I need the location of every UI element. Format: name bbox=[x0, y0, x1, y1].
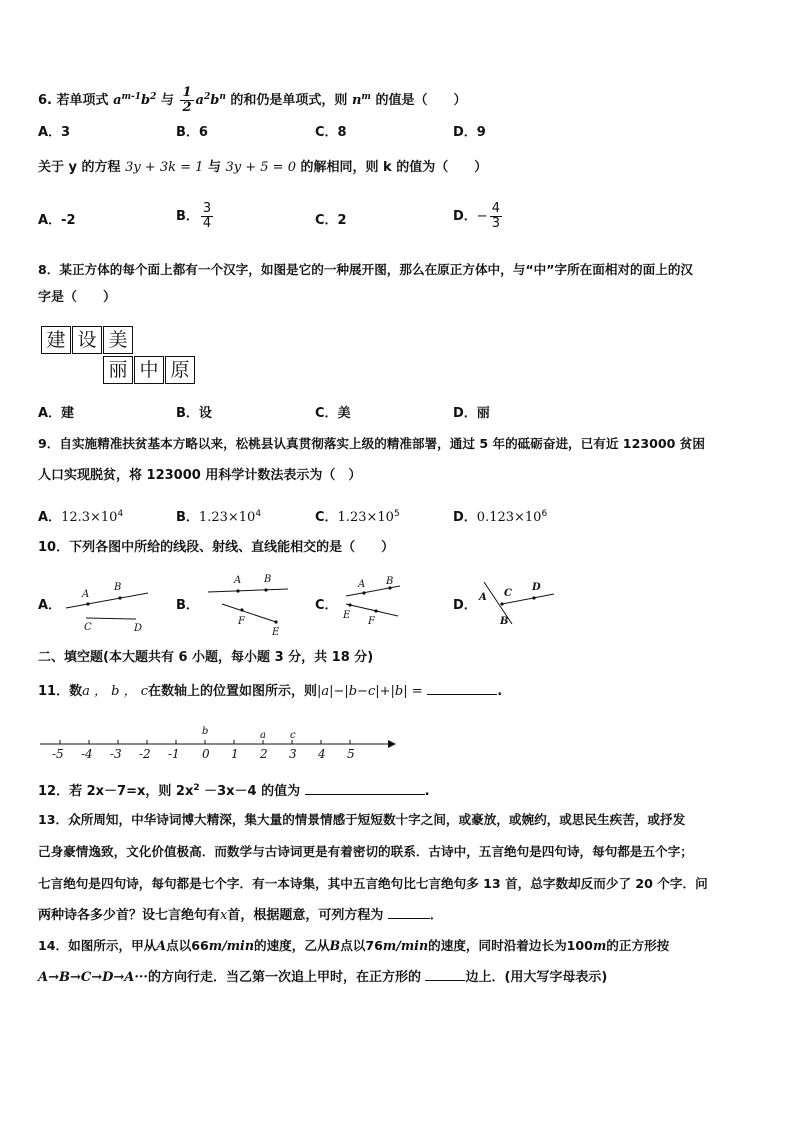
q7-option-b: B． $\frac{3}{4}$ bbox=[176, 201, 212, 231]
figC-label-2: B bbox=[386, 576, 394, 587]
q6-text-4: 的值是（ ） bbox=[375, 93, 467, 108]
q10-figure-b bbox=[204, 572, 296, 638]
question-8-line-1: 8．某正方体的每个面上都有一个汉字，如图是它的一种展开图，那么在原正方体中，与“中”字所在面相对的面上的汉 bbox=[38, 262, 694, 277]
figC-segment-ab bbox=[346, 586, 400, 596]
figA-label-2: B bbox=[114, 582, 122, 593]
figC-line-ef bbox=[346, 604, 398, 616]
question-14-line-2: A→B→C→D→A···的方向行走．当乙第一次追上甲时，在正方形的 边上．(用大写字母表示) bbox=[38, 966, 764, 988]
net-cell-bottom-1: 丽 bbox=[103, 356, 133, 384]
q10-label-d: D． bbox=[453, 598, 477, 613]
number-line-tick-label: 5 bbox=[347, 747, 355, 761]
q10-figure-c bbox=[340, 574, 410, 630]
number-line-tick-label: -3 bbox=[110, 747, 122, 761]
q9-option-d: D．$0.123\times 10^6$ bbox=[453, 509, 548, 525]
question-6 bbox=[38, 86, 764, 115]
q7-option-d: D．− $\frac{4}{3}$ bbox=[453, 201, 500, 231]
number-line-point-b: b bbox=[202, 726, 209, 737]
question-9-line-1: 9．自实施精准扶贫基本方略以来，松桃县认真贯彻落实上级的精准部署，通过 5 年的砥砺奋进，已有近 123000 贫困 bbox=[38, 436, 705, 451]
figB-ray-fe bbox=[222, 604, 276, 622]
question-13-line-2: 己身豪情逸致，文化价值极高．而数学与古诗词更是有着密切的联系．古诗中，五言绝句是四句诗，每句都是五个字； bbox=[38, 844, 693, 859]
q8-option-c: C．美 bbox=[315, 406, 351, 421]
question-13-line-1: 13．众所周知，中华诗词博大精深，集大量的情景情感于短短数十字之间，或豪放，或婉约，或思民生疾苦，或抒发 bbox=[38, 812, 686, 827]
figD-label-3: D bbox=[532, 582, 541, 593]
figD-label-2: C bbox=[504, 588, 512, 599]
figA-label-1: A bbox=[82, 589, 90, 600]
number-line-point-c: c bbox=[290, 730, 296, 741]
number-line-point-a: a bbox=[260, 730, 266, 741]
figA-label-3: C bbox=[84, 622, 92, 633]
figD-label-4: B bbox=[500, 616, 509, 627]
figB-label-2: B bbox=[264, 574, 272, 585]
q12-answer-blank[interactable] bbox=[305, 780, 425, 795]
number-line-tick-label: 4 bbox=[318, 747, 326, 761]
question-8-line-2: 字是（ ） bbox=[38, 290, 117, 305]
q7-text-2: 与 bbox=[207, 160, 221, 175]
number-line-tick-label: 1 bbox=[231, 747, 239, 761]
figB-label-3: F bbox=[238, 616, 245, 627]
q6-text-3: 的和仍是单项式，则 bbox=[230, 93, 348, 108]
figC-label-4: F bbox=[368, 616, 375, 627]
question-13-line-4: 两种诗各多少首？设七言绝句有x首，根据题意，可列方程为 ． bbox=[38, 904, 764, 926]
number-line-tick-label: 0 bbox=[202, 747, 210, 761]
q7-option-c: C．2 bbox=[315, 213, 347, 228]
q6-option-c: C．8 bbox=[315, 125, 347, 140]
q13-answer-blank[interactable] bbox=[388, 904, 430, 919]
number-line bbox=[38, 724, 398, 764]
number-line-tick-label: -4 bbox=[81, 747, 93, 761]
q7-option-a: A．-2 bbox=[38, 213, 76, 228]
q8-option-b: B．设 bbox=[176, 406, 212, 421]
number-line-tick-label: -5 bbox=[52, 747, 64, 761]
figA-line-ab bbox=[66, 593, 148, 608]
figB-label-1: A bbox=[234, 575, 242, 586]
q9-option-b: B．$1.23\times 10^4$ bbox=[176, 509, 262, 525]
figB-label-4: E bbox=[272, 627, 280, 638]
question-9-line-2: 人口实现脱贫，将 123000 用科学计数法表示为（ ） bbox=[38, 468, 362, 483]
q6-expr-1: $a^{m-1}b^2$ bbox=[113, 92, 157, 108]
net-cell-top-3: 美 bbox=[103, 326, 133, 354]
number-line-tick-label: 2 bbox=[260, 747, 268, 761]
question-13-line-3: 七言绝句是四句诗，每句都是七个字．有一本诗集，其中五言绝句比七言绝句多 13 首，总字数却反而少了 20 个字．问 bbox=[38, 876, 708, 891]
q6-option-b: B．6 bbox=[176, 125, 208, 140]
q10-label-b: B． bbox=[176, 598, 199, 613]
number-line-tick-label: -2 bbox=[139, 747, 151, 761]
figA-segment-cd bbox=[86, 618, 136, 619]
q8-option-a: A．建 bbox=[38, 406, 75, 421]
q10-label-c: C． bbox=[315, 598, 338, 613]
question-12: 12．若 2x－7=x，则 $2x^2 -3x-4$ 的值为 . bbox=[38, 778, 764, 802]
question-11: 11．数a ， b ， c在数轴上的位置如图所示，则|a|−|b−c|+|b| = . bbox=[38, 680, 764, 702]
q6-option-d: D．9 bbox=[453, 125, 486, 140]
net-cell-top-1: 建 bbox=[41, 326, 71, 354]
q10-label-a: A． bbox=[38, 598, 62, 613]
q10-figure-d bbox=[476, 578, 560, 630]
q7-equation-2: 3y + 5 = 0 bbox=[225, 160, 296, 175]
figB-line-ab bbox=[208, 589, 288, 592]
number-line-tick-label: -1 bbox=[168, 747, 180, 761]
question-7 bbox=[38, 158, 764, 178]
number-line-tick-label: 3 bbox=[289, 747, 297, 761]
figA-label-4: D bbox=[134, 623, 143, 634]
q9-option-c: C．$1.23\times 10^5$ bbox=[315, 509, 400, 525]
q6-option-a: A．3 bbox=[38, 125, 71, 140]
q6-fraction: $\frac{1}{2}$ bbox=[182, 85, 192, 115]
q7-text-3: 的解相同，则 k 的值为（ ） bbox=[300, 160, 488, 175]
q6-expr-2: $a^2b^n$ bbox=[195, 92, 226, 108]
q8-option-d: D．丽 bbox=[453, 406, 490, 421]
q6-text-1: 若单项式 bbox=[56, 93, 109, 108]
q7-equation-1: 3y + 3k = 1 bbox=[125, 160, 204, 175]
figC-label-3: E bbox=[343, 610, 351, 621]
q6-number: 6. bbox=[38, 93, 52, 108]
net-cell-bottom-3: 原 bbox=[165, 356, 195, 384]
figD-label-1: A bbox=[479, 592, 487, 603]
question-14-line-1: 14．如图所示，甲从A点以66m/min的速度，乙从B点以76m/min的速度，同时沿着边长为100m的正方形按 bbox=[38, 938, 670, 953]
question-10: 10．下列各图中所给的线段、射线、直线能相交的是（ ） bbox=[38, 540, 395, 555]
net-cell-bottom-2: 中 bbox=[134, 356, 164, 384]
section-2-heading: 二、填空题(本大题共有 6 小题，每小题 3 分，共 18 分) bbox=[38, 650, 374, 665]
q6-expr-3: $n^m$ bbox=[351, 92, 371, 108]
net-cell-top-2: 设 bbox=[72, 326, 102, 354]
q14-answer-blank[interactable] bbox=[425, 966, 465, 981]
q11-answer-blank[interactable] bbox=[427, 680, 497, 695]
figC-label-1: A bbox=[358, 579, 366, 590]
q9-option-a: A．$12.3\times 10^4$ bbox=[38, 509, 124, 525]
q10-figure-a bbox=[62, 578, 154, 634]
q6-text-2: 与 bbox=[160, 93, 174, 108]
q7-text-1: 关于 y 的方程 bbox=[38, 160, 121, 175]
